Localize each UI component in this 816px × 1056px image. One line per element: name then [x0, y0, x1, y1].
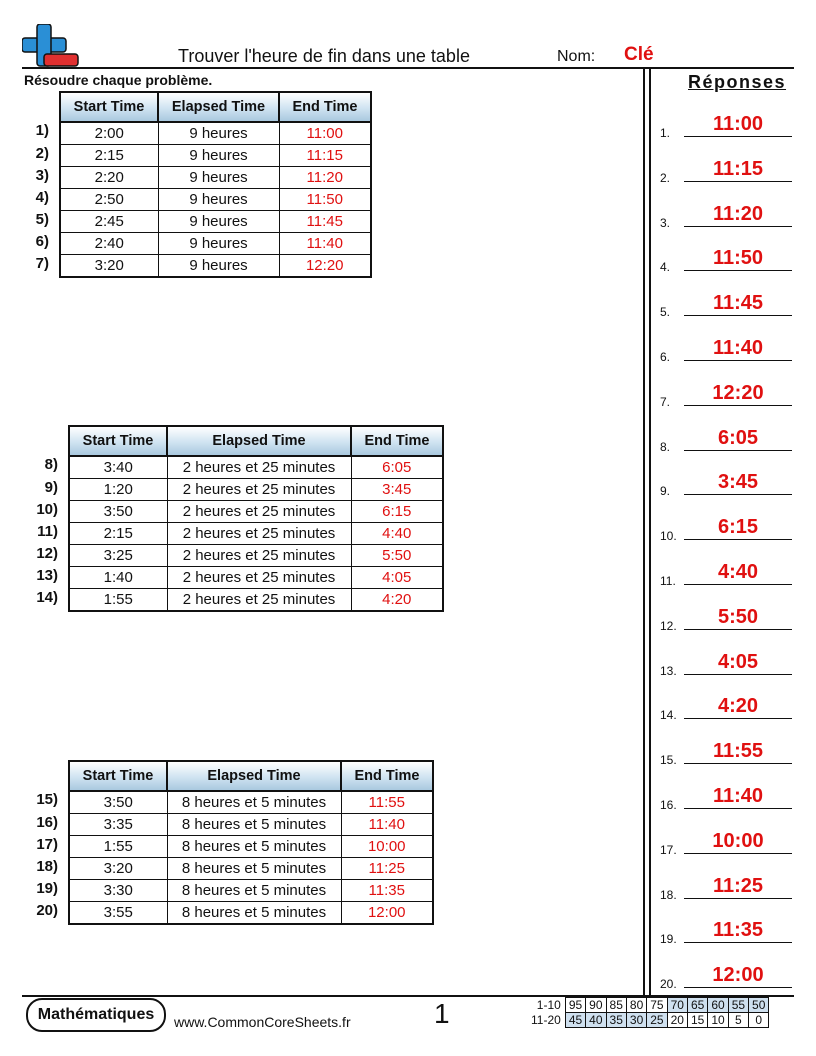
elapsed-time-cell: 9 heures	[158, 122, 279, 145]
answer-number: 7.	[660, 394, 671, 409]
end-time-cell: 11:40	[341, 814, 433, 836]
elapsed-time-cell: 9 heures	[158, 211, 279, 233]
table-row	[60, 145, 371, 167]
table-row	[69, 902, 433, 925]
answer-number: 13.	[660, 663, 677, 678]
elapsed-time-cell: 8 heures et 5 minutes	[167, 814, 341, 836]
score-cell: 40	[586, 1013, 606, 1028]
column-header-start: Start Time	[60, 92, 158, 122]
table-row	[69, 589, 443, 612]
elapsed-time-cell: 8 heures et 5 minutes	[167, 858, 341, 880]
question-number: 4)	[35, 189, 49, 206]
answer-number: 5.	[660, 305, 671, 320]
start-time-cell: 3:20	[69, 858, 167, 880]
answer-value: 11:25	[712, 874, 764, 897]
answer-row	[660, 244, 792, 274]
answer-value: 10:00	[712, 829, 764, 852]
table-row	[60, 167, 371, 189]
score-cell: 15	[687, 1013, 707, 1028]
answer-number: 12.	[660, 618, 677, 633]
score-cell: 90	[586, 998, 606, 1013]
answer-value: 4:20	[717, 695, 759, 718]
answer-number: 9.	[660, 484, 671, 499]
table-row	[60, 122, 371, 145]
plus-minus-logo-icon	[22, 24, 80, 68]
end-time-cell: 12:20	[279, 255, 371, 278]
answer-number: 3.	[660, 215, 671, 230]
elapsed-time-cell: 8 heures et 5 minutes	[167, 836, 341, 858]
answer-row	[660, 155, 792, 185]
column-header-start: Start Time	[69, 426, 167, 456]
answer-line	[684, 315, 792, 316]
name-label: Nom:	[557, 48, 596, 65]
question-number: 20)	[36, 902, 58, 919]
score-cell: 60	[708, 998, 728, 1013]
table-row	[69, 479, 443, 501]
answer-line	[684, 674, 792, 675]
start-time-cell: 1:55	[69, 836, 167, 858]
answer-number: 2.	[660, 170, 671, 185]
table-row	[69, 501, 443, 523]
answer-line	[684, 987, 792, 988]
answer-line	[684, 898, 792, 899]
table-row	[69, 523, 443, 545]
question-number: 10)	[36, 501, 58, 518]
table-row	[69, 567, 443, 589]
end-time-cell: 10:00	[341, 836, 433, 858]
table-row	[69, 880, 433, 902]
end-time-cell: 12:00	[341, 902, 433, 925]
column-header-end: End Time	[279, 92, 371, 122]
start-time-cell: 1:55	[69, 589, 167, 612]
column-header-elapsed: Elapsed Time	[167, 761, 341, 791]
start-time-cell: 2:40	[60, 233, 158, 255]
question-number: 5)	[35, 211, 49, 228]
table-row	[60, 255, 371, 278]
answer-line	[684, 808, 792, 809]
question-number: 19)	[36, 880, 58, 897]
answer-number: 19.	[660, 932, 677, 947]
table-row	[60, 211, 371, 233]
answer-value: 4:05	[717, 650, 759, 673]
table-row	[69, 836, 433, 858]
end-time-cell: 11:15	[279, 145, 371, 167]
answer-number: 20.	[660, 977, 677, 992]
table-row	[69, 791, 433, 814]
question-number: 9)	[44, 479, 58, 496]
answer-panel-divider	[649, 67, 651, 996]
page-number: 1	[434, 998, 450, 1029]
answer-number: 1.	[660, 126, 671, 140]
column-header-end: End Time	[341, 761, 433, 791]
problem-table-1	[59, 91, 372, 278]
answer-value: 4:40	[717, 561, 759, 583]
answer-row	[660, 424, 792, 454]
question-number: 11)	[37, 523, 58, 540]
answer-number: 4.	[660, 260, 671, 275]
score-cell: 65	[687, 998, 707, 1013]
elapsed-time-cell: 8 heures et 5 minutes	[167, 880, 341, 902]
start-time-cell: 2:00	[60, 122, 158, 145]
subject-badge: Mathématiques	[26, 998, 166, 1032]
table-row	[69, 545, 443, 567]
column-header-elapsed: Elapsed Time	[158, 92, 279, 122]
column-header-end: End Time	[351, 426, 443, 456]
elapsed-time-cell: 2 heures et 25 minutes	[167, 589, 351, 612]
header-divider	[22, 67, 794, 69]
question-number: 6)	[35, 233, 49, 250]
question-number: 13)	[36, 567, 58, 584]
start-time-cell: 3:55	[69, 902, 167, 925]
answer-row	[660, 737, 792, 767]
start-time-cell: 3:25	[69, 545, 167, 567]
answer-row	[660, 513, 792, 543]
answer-row	[660, 782, 792, 812]
answer-line	[684, 539, 792, 540]
score-cell: 55	[728, 998, 748, 1013]
start-time-cell: 2:15	[60, 145, 158, 167]
end-time-cell: 11:00	[279, 122, 371, 145]
elapsed-time-cell: 9 heures	[158, 189, 279, 211]
elapsed-time-cell: 2 heures et 25 minutes	[167, 523, 351, 545]
score-cell: 45	[565, 1013, 585, 1028]
question-number: 12)	[36, 545, 58, 562]
end-time-cell: 4:40	[351, 523, 443, 545]
answer-number: 11.	[660, 574, 676, 588]
answer-value: 6:05	[717, 426, 759, 449]
score-cell: 20	[667, 1013, 687, 1028]
answer-panel-divider	[643, 67, 645, 996]
question-number: 1)	[35, 122, 49, 139]
end-time-cell: 5:50	[351, 545, 443, 567]
answer-row	[660, 334, 792, 364]
score-cell: 5	[728, 1013, 748, 1028]
elapsed-time-cell: 9 heures	[158, 167, 279, 189]
answer-line	[684, 360, 792, 361]
elapsed-time-cell: 9 heures	[158, 145, 279, 167]
answer-number: 10.	[660, 529, 677, 544]
elapsed-time-cell: 2 heures et 25 minutes	[167, 545, 351, 567]
question-number: 3)	[35, 167, 49, 184]
score-cell: 30	[626, 1013, 646, 1028]
score-cell: 50	[749, 998, 769, 1013]
answer-number: 18.	[660, 887, 677, 902]
elapsed-time-cell: 2 heures et 25 minutes	[167, 479, 351, 501]
answer-row	[660, 692, 792, 722]
answer-value: 11:15	[712, 157, 764, 180]
answer-row	[660, 603, 792, 633]
start-time-cell: 3:40	[69, 456, 167, 479]
answer-row	[660, 289, 792, 319]
answer-line	[684, 494, 792, 495]
end-time-cell: 11:50	[279, 189, 371, 211]
problem-table-3	[68, 760, 434, 925]
question-number: 15)	[36, 791, 58, 808]
table-row	[69, 858, 433, 880]
answer-value: 11:40	[712, 785, 764, 807]
answer-value: 12:00	[712, 964, 764, 987]
question-number: 8)	[44, 456, 58, 473]
question-number: 16)	[36, 814, 58, 831]
start-time-cell: 1:40	[69, 567, 167, 589]
score-cell: 70	[667, 998, 687, 1013]
end-time-cell: 11:25	[341, 858, 433, 880]
end-time-cell: 11:20	[279, 167, 371, 189]
answer-line	[684, 853, 792, 854]
score-cell: 85	[606, 998, 626, 1013]
answer-line	[684, 629, 792, 630]
score-row	[528, 1013, 769, 1028]
end-time-cell: 11:55	[341, 791, 433, 814]
answers-title: Réponses	[688, 72, 787, 92]
start-time-cell: 3:50	[69, 791, 167, 814]
end-time-cell: 11:40	[279, 233, 371, 255]
answer-value: 6:15	[717, 516, 759, 539]
answer-value: 11:40	[712, 337, 764, 359]
end-time-cell: 6:15	[351, 501, 443, 523]
question-number: 17)	[36, 836, 58, 853]
score-cell: 75	[647, 998, 667, 1013]
answer-row	[660, 468, 792, 498]
elapsed-time-cell: 2 heures et 25 minutes	[167, 501, 351, 523]
table-row	[69, 814, 433, 836]
answer-value: 3:45	[717, 471, 759, 494]
start-time-cell: 3:50	[69, 501, 167, 523]
answer-row	[660, 110, 792, 140]
answer-row	[660, 200, 792, 230]
start-time-cell: 3:35	[69, 814, 167, 836]
end-time-cell: 3:45	[351, 479, 443, 501]
answer-number: 15.	[660, 753, 677, 768]
answer-row	[660, 648, 792, 678]
table-row	[60, 189, 371, 211]
elapsed-time-cell: 8 heures et 5 minutes	[167, 902, 341, 925]
answer-row	[660, 872, 792, 902]
problem-table-2	[68, 425, 444, 612]
answer-line	[684, 270, 792, 271]
start-time-cell: 2:15	[69, 523, 167, 545]
score-cell: 0	[749, 1013, 769, 1028]
start-time-cell: 2:20	[60, 167, 158, 189]
start-time-cell: 2:50	[60, 189, 158, 211]
answer-number: 16.	[660, 798, 677, 812]
answer-value: 11:00	[712, 113, 764, 135]
table-row	[69, 456, 443, 479]
score-table	[528, 997, 769, 1028]
score-cell: 80	[626, 998, 646, 1013]
answer-value: 12:20	[712, 381, 764, 404]
question-number: 14)	[36, 589, 58, 606]
answer-line	[684, 450, 792, 451]
answer-number: 8.	[660, 439, 671, 454]
table-row	[60, 233, 371, 255]
answer-line	[684, 226, 792, 227]
end-time-cell: 11:35	[341, 880, 433, 902]
end-time-cell: 4:05	[351, 567, 443, 589]
answer-line	[684, 136, 792, 137]
start-time-cell: 2:45	[60, 211, 158, 233]
question-number: 18)	[36, 858, 58, 875]
answer-line	[684, 718, 792, 719]
elapsed-time-cell: 2 heures et 25 minutes	[167, 456, 351, 479]
answer-line	[684, 181, 792, 182]
column-header-start: Start Time	[69, 761, 167, 791]
answer-line	[684, 763, 792, 764]
answer-row	[660, 916, 792, 946]
score-range-label: 1-10	[536, 998, 561, 1012]
answer-value: 11:45	[712, 292, 764, 315]
answer-value: 11:20	[712, 202, 764, 225]
elapsed-time-cell: 9 heures	[158, 233, 279, 255]
answer-row	[660, 827, 792, 857]
question-number: 7)	[35, 255, 49, 272]
worksheet-title: Trouver l'heure de fin dans une table	[178, 46, 470, 66]
answer-line	[684, 942, 792, 943]
answer-value: 11:55	[712, 740, 764, 763]
score-cell: 95	[565, 998, 585, 1013]
end-time-cell: 4:20	[351, 589, 443, 612]
answer-number: 6.	[660, 350, 671, 364]
answer-number: 17.	[660, 842, 677, 857]
score-cell: 10	[708, 1013, 728, 1028]
answer-line	[684, 405, 792, 406]
answer-row	[660, 961, 792, 991]
elapsed-time-cell: 8 heures et 5 minutes	[167, 791, 341, 814]
answer-row	[660, 558, 792, 588]
answer-value: 5:50	[717, 605, 759, 628]
column-header-elapsed: Elapsed Time	[167, 426, 351, 456]
site-url: www.CommonCoreSheets.fr	[174, 1014, 351, 1030]
score-cell: 25	[647, 1013, 667, 1028]
score-cell: 35	[606, 1013, 626, 1028]
answer-value: 11:35	[712, 919, 764, 942]
answer-line	[684, 584, 792, 585]
answer-row	[660, 379, 792, 409]
name-value: Clé	[624, 44, 654, 65]
elapsed-time-cell: 9 heures	[158, 255, 279, 278]
elapsed-time-cell: 2 heures et 25 minutes	[167, 567, 351, 589]
answer-value: 11:50	[712, 247, 764, 270]
start-time-cell: 3:20	[60, 255, 158, 278]
score-row	[528, 998, 769, 1013]
end-time-cell: 6:05	[351, 456, 443, 479]
start-time-cell: 3:30	[69, 880, 167, 902]
instruction-text: Résoudre chaque problème.	[24, 72, 213, 88]
answer-number: 14.	[660, 708, 677, 723]
score-range-label: 11-20	[531, 1013, 561, 1027]
question-number: 2)	[35, 145, 49, 162]
start-time-cell: 1:20	[69, 479, 167, 501]
end-time-cell: 11:45	[279, 211, 371, 233]
